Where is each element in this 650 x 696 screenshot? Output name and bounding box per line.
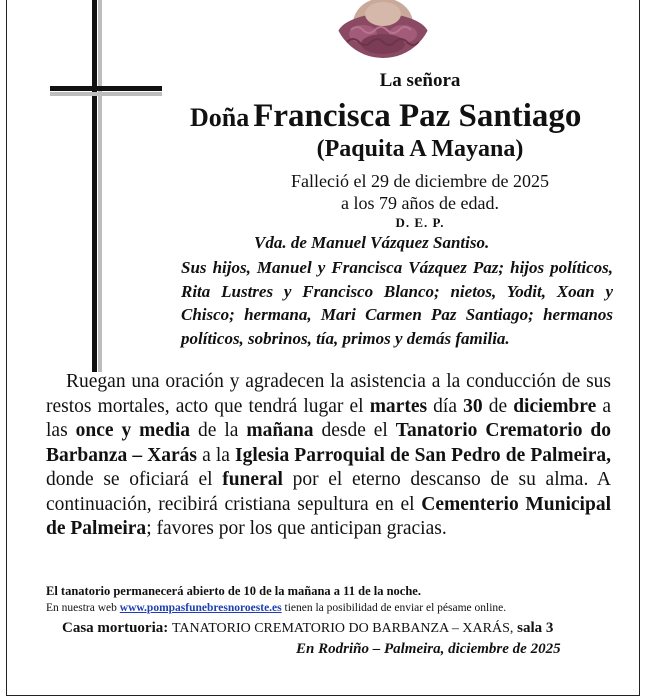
web-note: En nuestra web www.pompasfunebresnoroeste.es tienen la posibilidad de enviar el pésame online. <box>46 602 507 614</box>
announcement-paragraph: Ruegan una oración y agradecen la asistencia a la conducción de sus restos mortales, acto que tendrá lugar el martes día 30 de diciembre a las once y media de la mañana desde el Tanatorio Crematorio do Barbanza – Xarás a la Iglesia Parroquial de San Pedro de Palmeira, donde se oficiará el funeral por el eterno descanso de su alma. A continuación, recibirá cristiana sepultura en el Cementerio Municipal de Palmeira; favores por los que anticipan gracias. <box>46 371 612 539</box>
honorific: Doña <box>190 103 250 132</box>
casa-mortuoria: Casa mortuoria: TANATORIO CREMATORIO DO BARBANZA – XARÁS, sala 3 <box>62 620 554 636</box>
website-link[interactable]: www.pompasfunebresnoroeste.es <box>119 602 282 614</box>
spouse-line: Vda. de Manuel Vázquez Santiso. <box>254 233 490 252</box>
tanatorio-hours: El tanatorio permanecerá abierto de 10 de la mañana a 11 de la noche. <box>46 584 421 598</box>
deceased-alias: (Paquita A Mayana) <box>316 136 524 162</box>
place-date: En Rodriño – Palmeira, diciembre de 2025 <box>296 641 561 657</box>
title-prefix: La señora <box>379 70 461 91</box>
dep-text: D. E. P. <box>395 215 445 230</box>
deceased-name-line <box>190 98 581 135</box>
family-list: Sus hijos, Manuel y Francisca Vázquez Paz; hijos políticos, Rita Lustres y Francisco Blanco; nietos, Yodit, Xoan y Chisco; hermana, Mari Carmen Paz Santiago; hermanos políticos, sobrinos, tía, primos y demás familia. <box>181 258 613 348</box>
deceased-name: Francisca Paz Santiago <box>253 98 582 134</box>
death-date: Falleció el 29 de diciembre de 2025 <box>291 171 549 191</box>
age: a los 79 años de edad. <box>341 193 499 213</box>
